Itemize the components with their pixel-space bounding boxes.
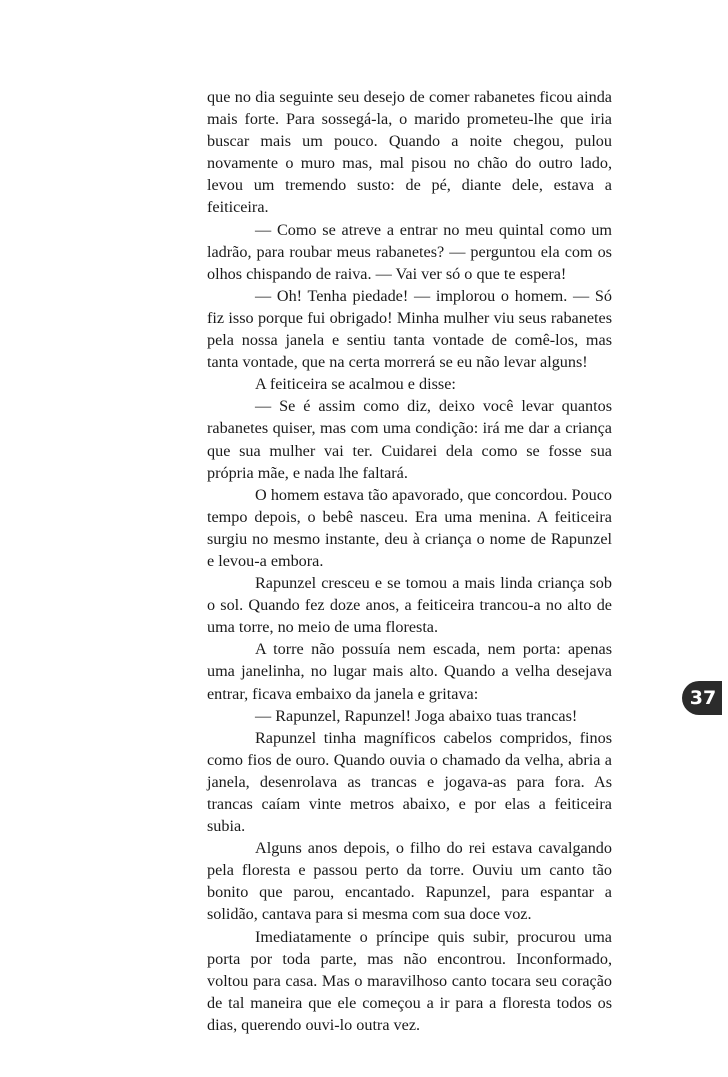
paragraph: O homem estava tão apavorado, que concordou. Pouco tempo depois, o bebê nasceu. Era uma menina. A feiticeira surgiu no mesmo instante, deu à criança o nome de Rapunzel e levou-a embora.: [207, 485, 612, 570]
paragraph: A torre não possuía nem escada, nem porta: apenas uma janelinha, no lugar mais alto. Quando a velha desejava entrar, ficava embaixo da janela e gritava:: [207, 640, 612, 703]
paragraph: A feiticeira se acalmou e disse:: [255, 375, 456, 394]
paragraph: que no dia seguinte seu desejo de comer rabanetes ficou ainda mais forte. Para sossegá-la, o marido prometeu-lhe que iria buscar mais um pouco. Quando a noite chegou, pulou novamente o muro mas, mal pisou no chão do outro lado, levou um tremendo susto: de pé, diante dele, estava a feiticeira.: [207, 88, 612, 217]
paragraph: Rapunzel tinha magníficos cabelos compridos, finos como fios de ouro. Quando ouvia o chamado da velha, abria a janela, desenrolava as trancas e jogava-as para fora. As trancas caíam vinte metros abaixo, e por elas a feiticeira subia.: [207, 728, 612, 836]
paragraph: — Rapunzel, Rapunzel! Joga abaixo tuas trancas!: [255, 706, 578, 725]
paragraph: Imediatamente o príncipe quis subir, procurou uma porta por toda parte, mas não encontrou. Inconformado, voltou para casa. Mas o maravilhoso canto tocara seu coração de tal maneira que ele começou a ir para a floresta todos os dias, querendo ouvi-lo outra vez.: [207, 927, 612, 1034]
page-number-badge: [682, 681, 722, 715]
page-number: 37: [689, 687, 717, 709]
paragraph: — Oh! Tenha piedade! — implorou o homem. — Só fiz isso porque fui obrigado! Minha mulher viu seus rabanetes pela nossa janela e sentiu tanta vontade de comê-los, mas tanta vontade, que na certa morrerá se eu não levar alguns!: [207, 286, 612, 372]
paragraph: — Se é assim como diz, deixo você levar quantos rabanetes quiser, mas com uma condição: irá me dar a criança que sua mulher vai ter. Cuidarei dela como se fosse sua própria mãe, e nada lhe faltará.: [207, 397, 612, 482]
paragraph: Rapunzel cresceu e se tomou a mais linda criança sob o sol. Quando fez doze anos, a feiticeira trancou-a no alto de uma torre, no meio de uma floresta.: [207, 574, 612, 637]
paragraph: — Como se atreve a entrar no meu quintal como um ladrão, para roubar meus rabanetes? — perguntou ela com os olhos chispando de raiva. — Vai ver só o que te espera!: [207, 220, 612, 283]
paragraph: Alguns anos depois, o filho do rei estava cavalgando pela floresta e passou perto da torre. Ouviu um canto tão bonito que parou, encantado. Rapunzel, para espantar a solidão, cantava para si mesma com sua doce voz.: [207, 839, 612, 924]
story-text: [207, 86, 612, 1036]
